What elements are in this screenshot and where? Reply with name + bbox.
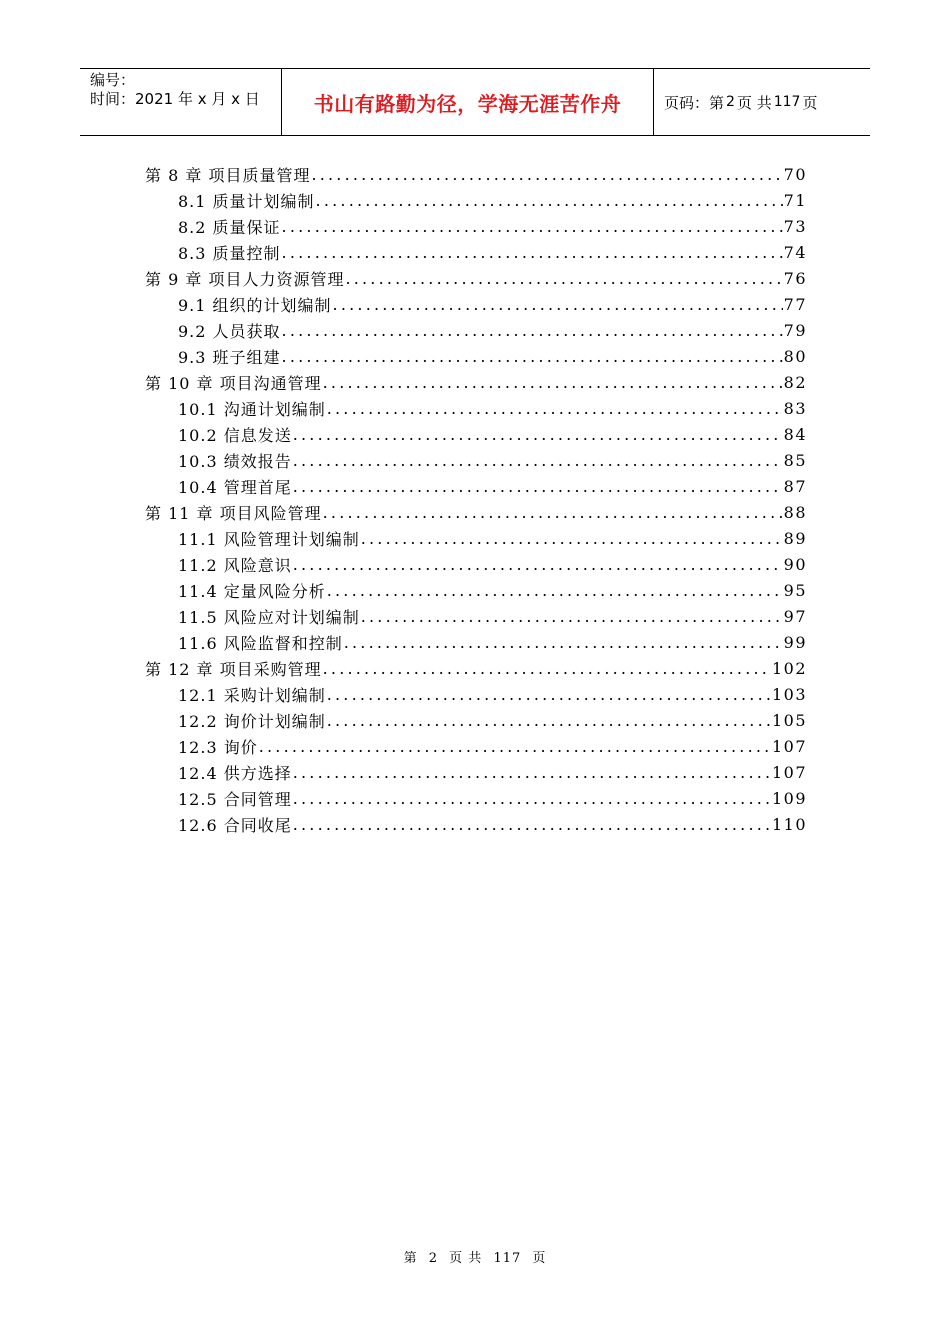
toc-entry-label: 12.5 合同管理 <box>178 789 292 809</box>
toc-entry-label: 第 8 章 项目质量管理 <box>145 165 311 185</box>
header-page-total: 117 <box>773 94 801 110</box>
toc-entry-label: 12.2 询价计划编制 <box>178 711 326 731</box>
toc-leader-dots <box>259 737 771 756</box>
toc-entry-page-number: 102 <box>771 658 807 678</box>
toc-entry-label: 11.1 风险管理计划编制 <box>178 529 360 549</box>
toc-section-entry[interactable] <box>145 421 807 447</box>
toc-entry-page-number: 107 <box>771 736 807 756</box>
toc-chapter-entry[interactable] <box>145 655 807 681</box>
toc-entry-page-number: 82 <box>783 372 807 392</box>
toc-entry-page-number: 109 <box>771 788 807 808</box>
toc-section-entry[interactable] <box>145 811 807 837</box>
footer-prefix: 第 <box>403 1251 418 1266</box>
header-meta <box>80 69 282 135</box>
toc-chapter-entry[interactable] <box>145 265 807 291</box>
toc-entry-page-number: 103 <box>771 684 807 704</box>
toc-entry-label: 12.1 采购计划编制 <box>178 685 326 705</box>
toc-entry-label: 8.2 质量保证 <box>178 217 281 237</box>
footer-total-pages: 117 <box>493 1251 522 1266</box>
toc-leader-dots <box>327 711 771 730</box>
motto-text: 书山有路勤为径，学海无涯苦作舟 <box>313 91 622 116</box>
toc-leader-dots <box>282 321 783 340</box>
toc-entry-label: 12.4 供方选择 <box>178 763 292 783</box>
toc-entry-page-number: 95 <box>783 580 807 600</box>
table-of-contents <box>145 161 807 837</box>
toc-entry-page-number: 99 <box>783 632 807 652</box>
toc-entry-label: 8.3 质量控制 <box>178 243 281 263</box>
toc-entry-label: 11.4 定量风险分析 <box>178 581 326 601</box>
footer-suffix: 页 <box>532 1251 547 1266</box>
toc-entry-page-number: 88 <box>783 502 807 522</box>
toc-entry-label: 12.6 合同收尾 <box>178 815 292 835</box>
toc-entry-label: 10.1 沟通计划编制 <box>178 399 326 419</box>
toc-section-entry[interactable] <box>145 395 807 421</box>
toc-entry-page-number: 73 <box>783 216 807 236</box>
document-date: 时间：2021 年 x 月 x 日 <box>90 90 260 108</box>
toc-entry-page-number: 79 <box>783 320 807 340</box>
toc-leader-dots <box>323 503 783 522</box>
toc-section-entry[interactable] <box>145 681 807 707</box>
toc-section-entry[interactable] <box>145 473 807 499</box>
document-number-label: 编号： <box>90 71 136 89</box>
header-page-prefix: 页码：第 <box>664 93 725 112</box>
toc-leader-dots <box>293 789 771 808</box>
toc-leader-dots <box>327 581 783 600</box>
toc-entry-label: 第 9 章 项目人力资源管理 <box>145 269 345 289</box>
toc-leader-dots <box>327 399 783 418</box>
toc-chapter-entry[interactable] <box>145 369 807 395</box>
toc-leader-dots <box>282 217 783 236</box>
toc-entry-label: 11.2 风险意识 <box>178 555 292 575</box>
toc-entry-label: 9.3 班子组建 <box>178 347 281 367</box>
toc-entry-page-number: 76 <box>783 268 807 288</box>
toc-section-entry[interactable] <box>145 733 807 759</box>
toc-leader-dots <box>333 295 783 314</box>
toc-entry-page-number: 80 <box>783 346 807 366</box>
toc-section-entry[interactable] <box>145 551 807 577</box>
toc-section-entry[interactable] <box>145 629 807 655</box>
toc-entry-page-number: 84 <box>783 424 807 444</box>
toc-entry-page-number: 107 <box>771 762 807 782</box>
toc-section-entry[interactable] <box>145 213 807 239</box>
toc-leader-dots <box>327 685 771 704</box>
toc-leader-dots <box>323 373 783 392</box>
toc-entry-label: 第 11 章 项目风险管理 <box>145 503 322 523</box>
toc-entry-page-number: 97 <box>783 606 807 626</box>
toc-section-entry[interactable] <box>145 577 807 603</box>
toc-entry-label: 10.2 信息发送 <box>178 425 292 445</box>
toc-section-entry[interactable] <box>145 707 807 733</box>
page-footer <box>0 1247 950 1266</box>
toc-entry-label: 12.3 询价 <box>178 737 258 757</box>
toc-leader-dots <box>282 243 783 262</box>
toc-entry-page-number: 87 <box>783 476 807 496</box>
toc-entry-page-number: 71 <box>783 190 807 210</box>
header-page-mid: 页 共 <box>736 93 772 112</box>
toc-leader-dots <box>282 347 783 366</box>
toc-chapter-entry[interactable] <box>145 499 807 525</box>
toc-section-entry[interactable] <box>145 447 807 473</box>
toc-section-entry[interactable] <box>145 187 807 213</box>
toc-entry-page-number: 110 <box>771 814 807 834</box>
toc-leader-dots <box>316 191 783 210</box>
footer-current-page: 2 <box>428 1251 439 1266</box>
header-page-info <box>654 69 870 135</box>
toc-section-entry[interactable] <box>145 525 807 551</box>
toc-entry-page-number: 77 <box>783 294 807 314</box>
toc-leader-dots <box>345 269 782 288</box>
toc-entry-page-number: 105 <box>771 710 807 730</box>
toc-leader-dots <box>293 555 783 574</box>
header-page-current: 2 <box>726 94 735 110</box>
toc-section-entry[interactable] <box>145 291 807 317</box>
page-header <box>80 68 870 136</box>
toc-leader-dots <box>293 451 783 470</box>
toc-leader-dots <box>361 607 783 626</box>
footer-mid: 页 共 <box>449 1251 483 1266</box>
toc-entry-page-number: 74 <box>783 242 807 262</box>
toc-entry-label: 8.1 质量计划编制 <box>178 191 315 211</box>
toc-entry-label: 11.6 风险监督和控制 <box>178 633 343 653</box>
toc-entry-page-number: 85 <box>783 450 807 470</box>
toc-entry-label: 10.4 管理首尾 <box>178 477 292 497</box>
toc-entry-page-number: 70 <box>783 164 807 184</box>
toc-leader-dots <box>311 165 782 184</box>
toc-entry-label: 11.5 风险应对计划编制 <box>178 607 360 627</box>
toc-leader-dots <box>344 633 783 652</box>
toc-entry-label: 第 10 章 项目沟通管理 <box>145 373 322 393</box>
toc-chapter-entry[interactable] <box>145 161 807 187</box>
toc-leader-dots <box>323 659 771 678</box>
toc-entry-page-number: 83 <box>783 398 807 418</box>
toc-section-entry[interactable] <box>145 603 807 629</box>
toc-entry-page-number: 89 <box>783 528 807 548</box>
toc-leader-dots <box>293 763 771 782</box>
toc-section-entry[interactable] <box>145 239 807 265</box>
toc-leader-dots <box>293 815 771 834</box>
toc-section-entry[interactable] <box>145 785 807 811</box>
toc-entry-label: 9.1 组织的计划编制 <box>178 295 332 315</box>
toc-section-entry[interactable] <box>145 759 807 785</box>
toc-leader-dots <box>361 529 783 548</box>
toc-leader-dots <box>293 425 783 444</box>
toc-entry-label: 10.3 绩效报告 <box>178 451 292 471</box>
toc-section-entry[interactable] <box>145 317 807 343</box>
toc-entry-label: 第 12 章 项目采购管理 <box>145 659 322 679</box>
toc-section-entry[interactable] <box>145 343 807 369</box>
header-motto <box>282 69 654 135</box>
header-page-suffix: 页 <box>802 93 818 112</box>
toc-entry-page-number: 90 <box>783 554 807 574</box>
toc-leader-dots <box>293 477 783 496</box>
toc-entry-label: 9.2 人员获取 <box>178 321 281 341</box>
